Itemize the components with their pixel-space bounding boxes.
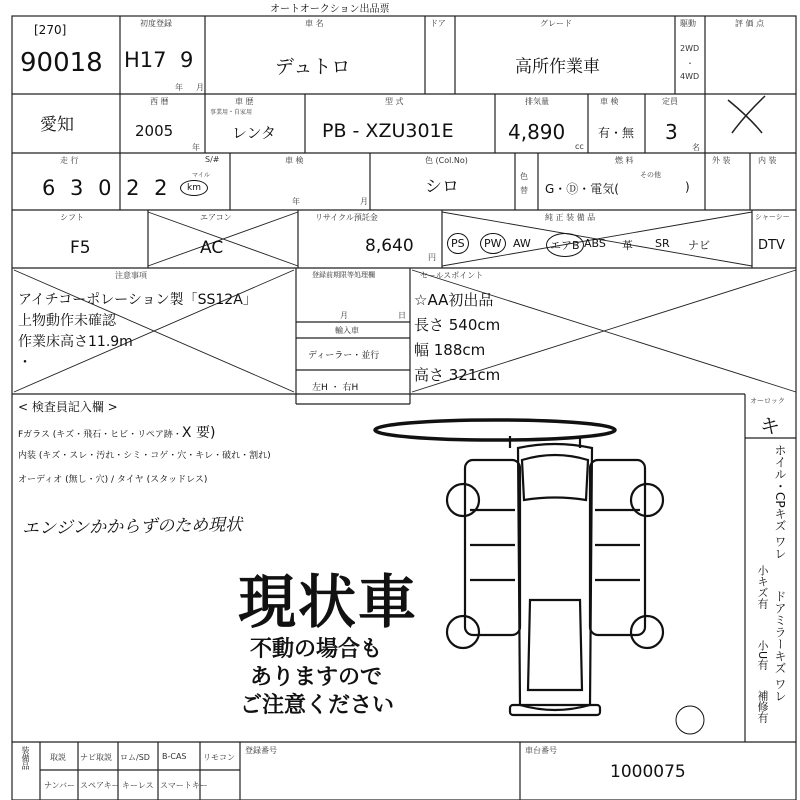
audio-line: オーディオ (無し・穴) / タイヤ (スタッドレス) bbox=[18, 475, 208, 485]
note-line: アイチコーポレーション製「SS12A」 bbox=[18, 292, 257, 308]
import-dealer: ディーラー・並行 bbox=[308, 351, 380, 361]
lot-label: [270] bbox=[34, 23, 67, 37]
lot-number: 90018 bbox=[20, 48, 103, 78]
reg-no-label: 登録番号 bbox=[245, 746, 277, 755]
inspection-label: 車 検 bbox=[600, 97, 619, 106]
equipment-item: SR bbox=[655, 237, 670, 250]
drive-2wd: 2WD bbox=[680, 44, 700, 53]
acc-item: B-CAS bbox=[162, 752, 187, 761]
drive-dot: ・ bbox=[686, 59, 694, 68]
first-reg-month: 9 bbox=[180, 48, 194, 72]
first-reg-era: H17 bbox=[124, 48, 167, 72]
vehicle-diagram bbox=[375, 420, 704, 734]
fuel-other: その他 bbox=[640, 171, 661, 179]
model: PB - XZU301E bbox=[322, 120, 454, 142]
grade: 高所作業車 bbox=[515, 57, 600, 77]
acc-item: スペアキー bbox=[80, 781, 120, 790]
shift-label: シフト bbox=[60, 213, 84, 222]
chassis-label: シャーシー bbox=[755, 213, 790, 221]
transfer-label: 登録前期限等処理欄 bbox=[312, 271, 375, 279]
inspect-month: 月 bbox=[360, 197, 368, 206]
equipment-item: エアB bbox=[546, 233, 584, 257]
sidebar-text-2: 小キズ有 bbox=[756, 565, 769, 609]
doors-label: ドア bbox=[430, 19, 446, 28]
stamp-title: 現状車 bbox=[238, 568, 419, 636]
acc-item: ロム/SD bbox=[120, 753, 150, 762]
first-reg-label: 初度登録 bbox=[140, 19, 172, 28]
sales-line: ☆AA初出品 bbox=[414, 291, 494, 309]
year-unit: 年 bbox=[192, 143, 200, 152]
usage-label: 車 歴 bbox=[235, 97, 254, 106]
acc-item: キーレス bbox=[122, 781, 154, 790]
ac: AC bbox=[200, 238, 224, 258]
seats-label: 定員 bbox=[662, 97, 678, 106]
car-name-label: 車 名 bbox=[305, 19, 324, 28]
handle: 左H ・ 右H bbox=[312, 383, 359, 393]
eval-label: 評 価 点 bbox=[735, 19, 765, 28]
note-line: 上物動作未確認 bbox=[18, 313, 116, 329]
equipment-item: AW bbox=[513, 237, 531, 250]
sales-line: 長さ 540cm bbox=[414, 316, 501, 334]
interior-label: 内 装 bbox=[758, 156, 777, 165]
drive-label: 駆動 bbox=[680, 19, 696, 28]
chassis-no-label: 車台番号 bbox=[525, 746, 557, 755]
exterior-label: 外 装 bbox=[712, 156, 731, 165]
mileage-unit-km: km bbox=[180, 180, 208, 196]
acc-item: ナンバー bbox=[44, 781, 76, 790]
recycle: 8,640 bbox=[365, 236, 414, 256]
mileage-label: 走 行 bbox=[60, 156, 79, 165]
inspect-label: 車 検 bbox=[285, 156, 304, 165]
usage-sub: 事業用・自家用 bbox=[210, 109, 253, 116]
sidebar-text-4: 小U有 bbox=[756, 640, 769, 671]
cc-unit: cc bbox=[575, 142, 584, 151]
chassis-no: 1000075 bbox=[610, 762, 686, 782]
sidebar-text-5: 補修有 bbox=[756, 690, 769, 723]
mileage-unit-mile: マイル bbox=[192, 172, 210, 179]
autolock-mark: キ bbox=[760, 414, 780, 438]
usage: レンタ bbox=[232, 124, 277, 142]
region: 愛知 bbox=[40, 115, 74, 135]
car-name: デュトロ bbox=[275, 56, 351, 78]
model-label: 型 式 bbox=[385, 97, 404, 106]
acc-item: スマートキー bbox=[160, 781, 208, 790]
note-lines bbox=[18, 290, 257, 374]
year-label: 西 暦 bbox=[150, 97, 169, 106]
note-line: ・ bbox=[18, 355, 32, 371]
handwritten-note: エンジンかからずのため現状 bbox=[21, 515, 243, 539]
shift: F5 bbox=[70, 238, 91, 258]
sales-label: セールスポイント bbox=[420, 271, 484, 280]
interior-line: 内装 (キズ・スレ・汚れ・シミ・コゲ・穴・キレ・破れ・割れ) bbox=[18, 451, 271, 461]
accessories-label: 装備品 bbox=[21, 746, 30, 770]
recycle-unit: 円 bbox=[428, 253, 436, 262]
seats: 3 bbox=[665, 120, 678, 144]
inspector-title: < 検査員記入欄 > bbox=[18, 400, 118, 414]
glass-line: Fガラス (キズ・飛石・ヒビ・リペア跡・X 要) bbox=[18, 425, 216, 441]
note-line: 作業床高さ11.9m bbox=[18, 334, 133, 350]
transfer-month: 月 bbox=[340, 311, 348, 320]
inspection: 有・無 bbox=[598, 126, 635, 140]
equipment-item: PW bbox=[480, 233, 506, 254]
chassis: DTV bbox=[758, 238, 785, 253]
autolock-label: オーロック bbox=[750, 397, 785, 405]
sh-label: S/# bbox=[205, 155, 220, 164]
color: シロ bbox=[425, 177, 459, 197]
equipment-item: ナビ bbox=[688, 239, 710, 252]
import-label: 輸入車 bbox=[335, 326, 359, 335]
note-label: 注意事項 bbox=[115, 271, 147, 280]
acc-item: リモコン bbox=[203, 753, 235, 762]
stamp-line2: ありますので bbox=[250, 665, 383, 690]
transfer-day: 日 bbox=[398, 311, 406, 320]
cc: 4,890 bbox=[508, 120, 566, 144]
cc-label: 排気量 bbox=[525, 97, 549, 106]
seats-unit: 名 bbox=[692, 143, 700, 152]
color-label: 色 (Col.No) bbox=[425, 156, 468, 165]
sales-line: 幅 188cm bbox=[414, 341, 486, 359]
stamp-line3: ご注意ください bbox=[240, 693, 395, 718]
fuel-label: 燃 料 bbox=[615, 156, 634, 165]
sidebar-text-3: ドアミラーキズ ワレ bbox=[773, 590, 787, 702]
drive-4wd: 4WD bbox=[680, 72, 700, 81]
form-title: オートオークション出品票 bbox=[270, 4, 390, 15]
acc-item: ナビ取説 bbox=[80, 753, 112, 762]
first-reg-year-unit: 年 bbox=[175, 83, 183, 92]
sidebar-text-1: ホイル・CPキズ ワレ bbox=[773, 444, 787, 560]
first-reg-month-unit: 月 bbox=[196, 83, 204, 92]
recycle-label: リサイクル預託金 bbox=[315, 213, 378, 222]
sales-lines bbox=[414, 288, 500, 388]
stamp-line1: 不動の場合も bbox=[250, 637, 383, 662]
ac-label: エアコン bbox=[200, 213, 232, 222]
sales-line: 高さ 321cm bbox=[414, 366, 501, 384]
year: 2005 bbox=[135, 122, 174, 140]
color-change-label: 色替 bbox=[520, 172, 528, 195]
grade-label: グレード bbox=[540, 19, 572, 28]
glass-mark: X 要) bbox=[181, 425, 216, 441]
inspect-year: 年 bbox=[292, 197, 300, 206]
equipment-item: PS bbox=[447, 233, 469, 254]
equipment-item: ABS bbox=[584, 237, 606, 250]
fuel-close: ) bbox=[685, 180, 690, 194]
equipment-item: 革 bbox=[622, 239, 633, 252]
equipment-label: 純 正 装 備 品 bbox=[545, 213, 596, 222]
mileage: 6 3 0 2 2 bbox=[42, 176, 172, 200]
acc-item: 取説 bbox=[50, 753, 66, 762]
eval-mark bbox=[740, 104, 741, 105]
fuel-options: G・Ⓓ・電気( bbox=[545, 182, 619, 196]
